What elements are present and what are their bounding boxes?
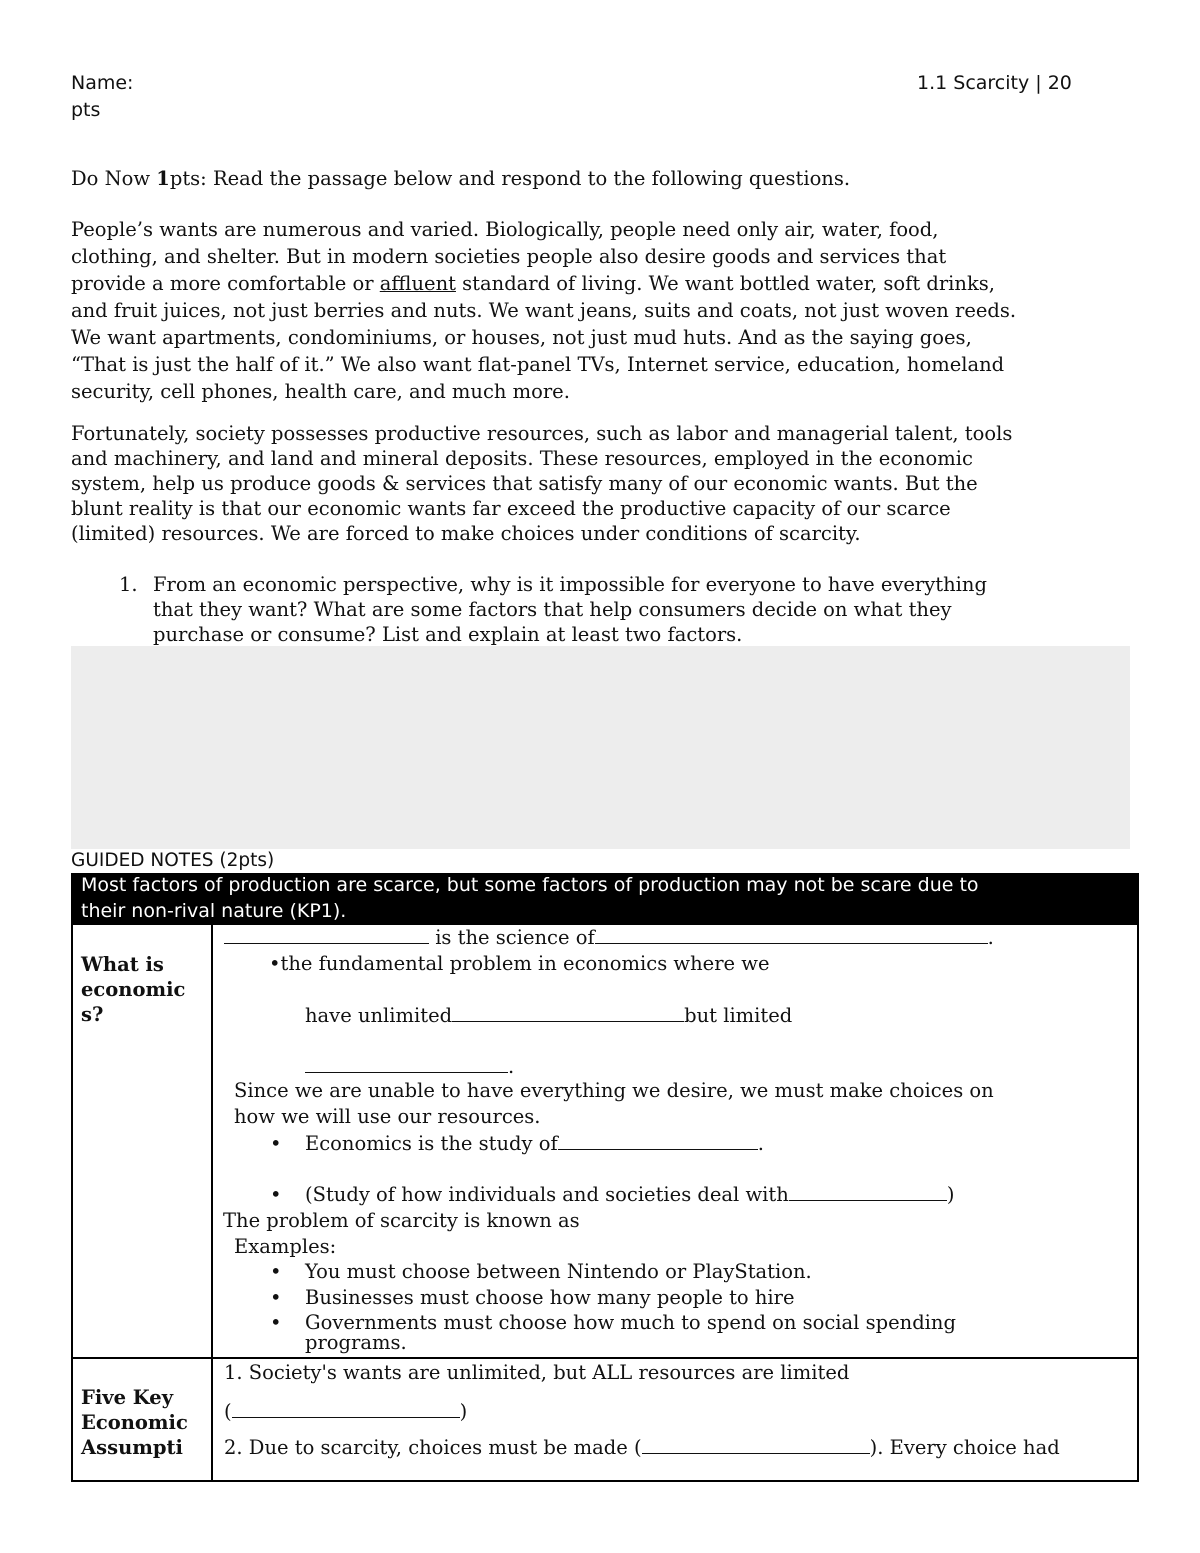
passage-line: system, help us produce goods & services that satisfy many of our economic wants. But the (71, 472, 978, 495)
fill-blank[interactable] (642, 1435, 870, 1454)
question-line: From an economic perspective, why is it impossible for everyone to have everything (153, 573, 987, 596)
passage-line: blunt reality is that our economic wants far exceed the productive capacity of our scarce (71, 497, 951, 520)
passage-line: Fortunately, society possesses productive resources, such as labor and managerial talent, tools (71, 422, 1013, 445)
fill-blank[interactable] (305, 1054, 508, 1073)
scarcity-known-as-line: The problem of scarcity is known as (223, 1209, 580, 1232)
guided-notes-title: GUIDED NOTES (2pts) (71, 850, 275, 871)
question-number: 1. (119, 573, 138, 596)
question-line: that they want? What are some factors that help consumers decide on what they (153, 598, 952, 621)
table-border-left (71, 925, 73, 1482)
worksheet-title: 1.1 Scarcity | 20 (917, 72, 1072, 94)
science-definition-line: is the science of . (224, 925, 994, 950)
example-item-wrap: programs. (305, 1331, 407, 1354)
study-of-line: Economics is the study of . (305, 1132, 764, 1155)
do-now-rest: pts: Read the passage below and respond to the following questions. (169, 167, 851, 190)
do-now-prefix: Do Now (71, 167, 157, 190)
table-border-right (1137, 925, 1139, 1482)
unlimited-limited-line: have unlimited but limited (305, 1004, 793, 1027)
deal-with-line: (Study of how individuals and societies deal with ) (305, 1183, 955, 1206)
fill-blank[interactable] (452, 1003, 684, 1022)
passage-line: and machinery, and land and mineral deposits. These resources, employed in the economic (71, 447, 973, 470)
fundamental-problem-line: •the fundamental problem in economics where we (269, 952, 770, 975)
do-now-points: 1 (156, 167, 170, 190)
example-item: Businesses must choose how many people to hire (305, 1286, 795, 1309)
points-wrap: pts (71, 99, 101, 121)
table-border-bottom (71, 1480, 1139, 1482)
resources-sentence-line: how we will use our resources. (234, 1105, 541, 1128)
choices-sentence-line: Since we are unable to have everything we desire, we must make choices on (234, 1079, 994, 1102)
bullet-marker: • (270, 1132, 282, 1155)
name-label: Name: (71, 72, 134, 94)
bullet-marker: • (270, 1260, 282, 1283)
question-line: purchase or consume? List and explain at least two factors. (153, 623, 743, 646)
fill-blank[interactable] (595, 925, 988, 944)
assumption-2-line: 2. Due to scarcity, choices must be made ( ). Every choice had (224, 1436, 1060, 1459)
passage-line-affluent: provide a more comfortable or affluent standard of living. We want bottled water, soft drinks, (71, 272, 995, 295)
table-row-divider (71, 1357, 1139, 1359)
passage-paragraph-1 (71, 216, 1131, 405)
assumption-1-blank-line: ( ) (224, 1400, 468, 1423)
limited-blank-line: . (305, 1054, 514, 1079)
question-text (153, 572, 987, 647)
header-line: Most factors of production are scarce, but some factors of production may not be scare due to (81, 874, 979, 896)
fill-blank[interactable] (232, 1399, 460, 1418)
passage-line: “That is just the half of it.” We also want flat-panel TVs, Internet service, education, homeland (71, 353, 1005, 376)
fill-blank[interactable] (558, 1131, 758, 1150)
examples-label: Examples: (234, 1235, 337, 1258)
passage-line: We want apartments, condominiums, or houses, not just mud huts. And as the saying goes, (71, 326, 972, 349)
passage-line: clothing, and shelter. But in modern societies people also desire goods and services that (71, 245, 947, 268)
passage-line: (limited) resources. We are forced to make choices under conditions of scarcity. (71, 522, 861, 545)
passage-line: People’s wants are numerous and varied. Biologically, people need only air, water, food, (71, 218, 939, 241)
row-label-five-key-assumptions: Five Key Economic Assumpti (81, 1386, 188, 1459)
fill-blank[interactable] (789, 1182, 947, 1201)
assumption-1-line: 1. Society's wants are unlimited, but ALL resources are limited (224, 1361, 850, 1384)
passage-line: and fruit juices, not just berries and nuts. We want jeans, suits and coats, not just woven reeds. (71, 299, 1017, 322)
bullet-marker: • (270, 1183, 282, 1206)
example-item: Governments must choose how much to spend on social spending (305, 1311, 956, 1334)
passage-paragraph-2 (71, 421, 1131, 546)
passage-line: security, cell phones, health care, and much more. (71, 380, 570, 403)
header-line: their non-rival nature (KP1). (81, 900, 347, 922)
row-label-what-is-economics: What is economic s? (81, 953, 186, 1026)
example-item: You must choose between Nintendo or PlayStation. (305, 1260, 812, 1283)
affluent-underlined: affluent (379, 272, 456, 295)
table-header-banner (71, 873, 1139, 925)
guided-notes-table (71, 873, 1139, 1482)
bullet-marker: • (270, 1286, 282, 1309)
do-now-heading (71, 166, 850, 191)
answer-text-area[interactable] (71, 646, 1130, 849)
table-column-divider (211, 925, 213, 1482)
bullet-marker: • (270, 1311, 282, 1334)
fill-blank[interactable] (224, 925, 429, 944)
